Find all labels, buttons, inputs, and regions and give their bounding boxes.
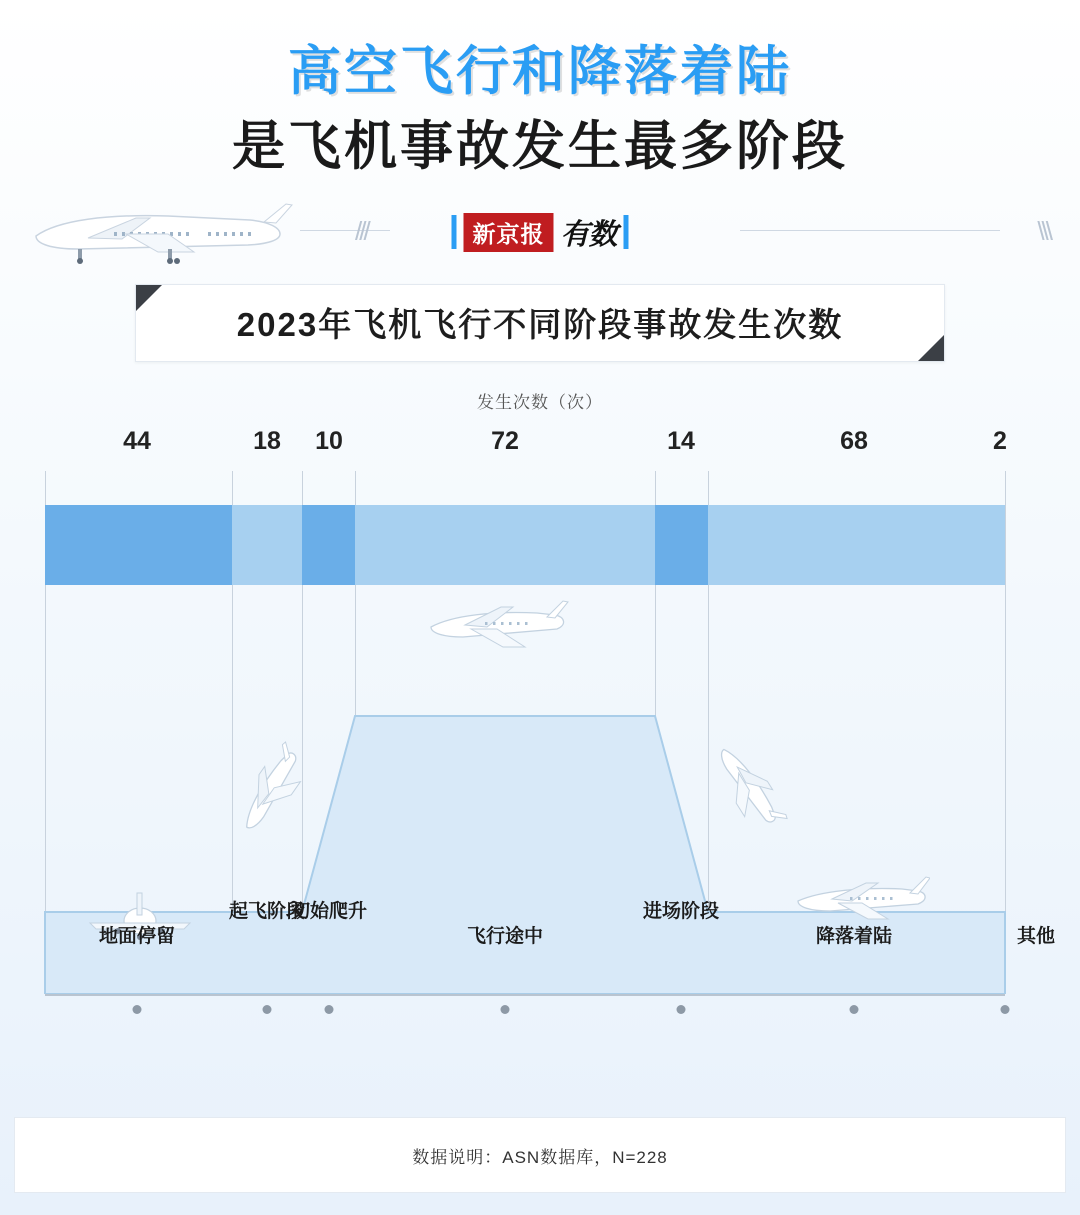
stage-label-5: 降落着陆 <box>815 925 893 947</box>
airplane-icon-approach <box>700 717 790 862</box>
brand-bar-right <box>624 215 629 249</box>
page-title-line1: 高空飞行和降落着陆 <box>288 42 792 101</box>
tick-dot-3 <box>501 1005 510 1014</box>
stage-label-0: 地面停留 <box>98 925 176 947</box>
value-label-1: 18 <box>253 426 281 455</box>
tick-dot-1 <box>263 1005 272 1014</box>
slash-decoration-left: /// <box>355 215 368 246</box>
value-label-0: 44 <box>123 426 151 455</box>
tick-dot-4 <box>677 1005 686 1014</box>
stage-label-1: 起飞阶段 <box>228 900 306 922</box>
value-label-4: 14 <box>667 426 695 455</box>
value-label-6: 2 <box>993 426 1007 455</box>
stage-label-4: 进场阶段 <box>642 900 720 922</box>
tick-dot-6 <box>1001 1005 1010 1014</box>
footer-note-box <box>14 1117 1066 1193</box>
chart-area <box>0 427 1080 1047</box>
tick-dot-5 <box>850 1005 859 1014</box>
chart-title-banner <box>135 284 945 362</box>
brand-row <box>0 194 1080 280</box>
banner-corner-bottom-right <box>918 335 944 361</box>
footer-note: 数据说明：ASN数据库，N=228 <box>412 1147 668 1167</box>
value-labels <box>0 427 1080 461</box>
stage-label-2: 初始爬升 <box>290 900 368 922</box>
banner-corner-top-left <box>136 285 162 311</box>
slash-decoration-right: \\\ <box>1037 215 1050 246</box>
tick-dot-2 <box>325 1005 334 1014</box>
airplane-icon-cruise <box>425 593 570 668</box>
divider-left <box>300 230 390 231</box>
axis-unit-label: 发生次数（次） <box>477 392 603 412</box>
airplane-icon-takeoff <box>228 723 318 868</box>
brand-bar-left <box>451 215 456 249</box>
chart-title-banner-box <box>135 284 945 362</box>
tick-dot-0 <box>133 1005 142 1014</box>
page-title-line2: 是飞机事故发生最多阶段 <box>232 116 848 176</box>
value-label-5: 68 <box>840 426 868 455</box>
chart-baseline <box>45 994 1005 996</box>
stage-label-6: 其他 <box>1016 925 1056 947</box>
value-label-2: 10 <box>315 426 343 455</box>
divider-right <box>740 230 1000 231</box>
page-header <box>0 0 1080 178</box>
airplane-hero-icon <box>18 194 298 289</box>
stage-label-3: 飞行途中 <box>466 925 544 947</box>
brand-logo <box>451 212 628 253</box>
value-label-3: 72 <box>491 426 519 455</box>
brand-name-red: 新京报 <box>463 213 553 252</box>
brand-name-black: 有数 <box>560 218 617 251</box>
chart-title: 2023年飞机飞行不同阶段事故发生次数 <box>236 306 844 344</box>
